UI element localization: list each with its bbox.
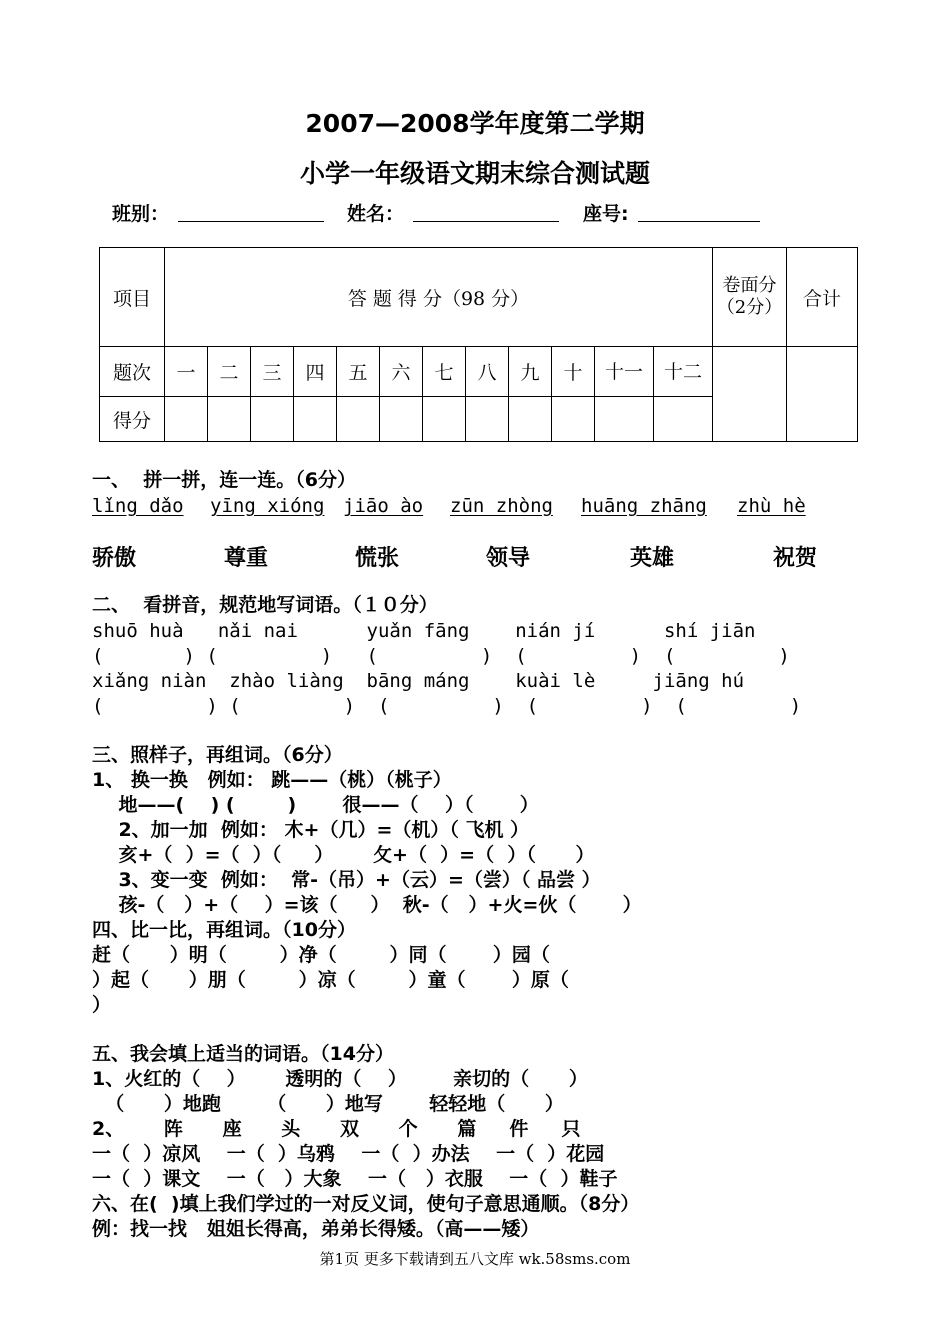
q2-pinyin-row-2: xiǎng niàn zhào liàng bāng máng kuài lè jiāng hú — [92, 670, 745, 692]
q1-word-4: 领导 — [486, 546, 531, 571]
score-cell[interactable] — [466, 397, 509, 442]
paper-score-header: 卷面分（2分） — [713, 248, 787, 347]
q5-line-2[interactable]: （ ）地跑 （ ）地写 轻轻地（ ） — [92, 1093, 564, 1115]
exam-title: 小学一年级语文期末综合测试题 — [299, 159, 650, 188]
question-number: 五 — [337, 347, 380, 397]
q4-title: 四、比一比，再组词。（10分） — [92, 919, 356, 941]
q1-pinyin-4: zūn zhòng — [450, 495, 553, 517]
q4-line-1[interactable]: 赶（ ）明（ ）净（ ）同（ ）园（ — [92, 944, 550, 966]
q1-word-5: 英雄 — [630, 546, 675, 571]
total-header: 合计 — [787, 248, 858, 347]
q3-title: 三、照样子，再组词。（6分） — [92, 744, 343, 766]
question-number: 六 — [380, 347, 423, 397]
score-cell[interactable] — [337, 397, 380, 442]
question-number: 三 — [251, 347, 294, 397]
q5-line-5[interactable]: 一（ ）课文 一（ ）大象 一（ ）衣服 一（ ）鞋子 — [92, 1168, 618, 1190]
question-number: 一 — [165, 347, 208, 397]
question-number: 十一 — [595, 347, 654, 397]
score-cell[interactable] — [595, 397, 654, 442]
answer-score-header: 答 题 得 分（98 分） — [165, 248, 713, 347]
q1-title: 一、 拼一拼，连一连。（6分） — [92, 469, 356, 491]
score-cell[interactable] — [380, 397, 423, 442]
score-cell[interactable] — [208, 397, 251, 442]
q1-pinyin-2: yīng xióng — [210, 495, 325, 517]
q1-word-6: 祝贺 — [773, 546, 818, 571]
question-number: 八 — [466, 347, 509, 397]
question-number: 十二 — [654, 347, 713, 397]
q3-line-1: 1、 换一换 例如： 跳——（桃）（桃子） — [92, 769, 452, 791]
question-number: 九 — [509, 347, 552, 397]
seat-label: 座号: — [583, 203, 629, 225]
score-table — [99, 247, 858, 442]
q5-line-1[interactable]: 1、火红的（ ） 透明的（ ） 亲切的（ ） — [92, 1068, 588, 1090]
q2-blank-row-2[interactable]: ( ) ( ) ( ) ( ) ( ) — [92, 695, 802, 717]
q2-pinyin-row-1: shuō huà nǎi nai yuǎn fāng nián jí shí jiān — [92, 620, 756, 642]
q3-line-5: 3、变一变 例如： 常-（吊）+（云）=（尝）（ 品尝 ） — [92, 869, 601, 891]
class-field[interactable] — [178, 203, 324, 226]
q3-line-4[interactable]: 亥+（ ）=（ ）（ ） 攵+（ ）=（ ）（ ） — [92, 844, 595, 866]
q5-line-4[interactable]: 一（ ）凉风 一（ ）乌鸦 一（ ）办法 一（ ）花园 — [92, 1143, 605, 1165]
q5-title: 五、我会填上适当的词语。（14分） — [92, 1043, 394, 1065]
question-number: 七 — [423, 347, 466, 397]
q5-line-3: 2、 阵 座 头 双 个 篇 件 只 — [92, 1118, 581, 1140]
q1-word-3: 慌张 — [355, 546, 400, 571]
question-number: 四 — [294, 347, 337, 397]
q2-blank-row-1[interactable]: ( ) ( ) ( ) ( ) ( ) — [92, 645, 790, 667]
q1-word-2: 尊重 — [224, 546, 269, 571]
q1-pinyin-6: zhù hè — [737, 495, 806, 517]
q3-line-2[interactable]: 地——( ) ( ) 很——（ ）（ ） — [92, 794, 539, 816]
q4-line-3: ） — [92, 994, 112, 1016]
q3-line-3: 2、加一加 例如： 木+（几）=（机）（ 飞机 ） — [92, 819, 530, 841]
item-header: 项目 — [100, 248, 165, 347]
q1-pinyin-1: lǐng dǎo — [92, 495, 184, 517]
q4-line-2[interactable]: ）起（ ）朋（ ）凉（ ）童（ ）原（ — [92, 969, 569, 991]
name-label: 姓名： — [347, 203, 405, 225]
score-row-label: 得分 — [100, 397, 165, 442]
seat-field[interactable] — [638, 203, 760, 226]
q6-example: 例：找一找 姐姐长得高，弟弟长得矮。（高——矮） — [92, 1218, 540, 1240]
score-cell[interactable] — [423, 397, 466, 442]
question-number-label: 题次 — [100, 347, 165, 397]
score-cell[interactable] — [552, 397, 595, 442]
question-number: 二 — [208, 347, 251, 397]
q6-title: 六、在( )填上我们学过的一对反义词，使句子意思通顺。（8分） — [92, 1193, 640, 1215]
q2-title: 二、 看拼音，规范地写词语。（１０分） — [92, 594, 438, 616]
paper-score-cell[interactable] — [713, 347, 787, 442]
q3-line-6[interactable]: 孩-（ ）+（ ）=该（ ） 秋-（ ）+火=伙（ ） — [92, 894, 642, 916]
score-cell[interactable] — [654, 397, 713, 442]
score-cell[interactable] — [251, 397, 294, 442]
name-field[interactable] — [413, 203, 559, 226]
total-score-cell[interactable] — [787, 347, 858, 442]
q1-pinyin-5: huāng zhāng — [581, 495, 707, 517]
q1-word-1: 骄傲 — [92, 546, 137, 571]
score-cell[interactable] — [509, 397, 552, 442]
score-cell[interactable] — [165, 397, 208, 442]
q1-pinyin-3: jiāo ào — [343, 495, 424, 517]
question-number: 十 — [552, 347, 595, 397]
exam-year-title: 2007—2008学年度第二学期 — [305, 109, 645, 138]
class-label: 班别： — [112, 203, 170, 225]
page-footer: 第1页 更多下载请到五八文库 wk.58sms.com — [319, 1250, 631, 1268]
score-cell[interactable] — [294, 397, 337, 442]
